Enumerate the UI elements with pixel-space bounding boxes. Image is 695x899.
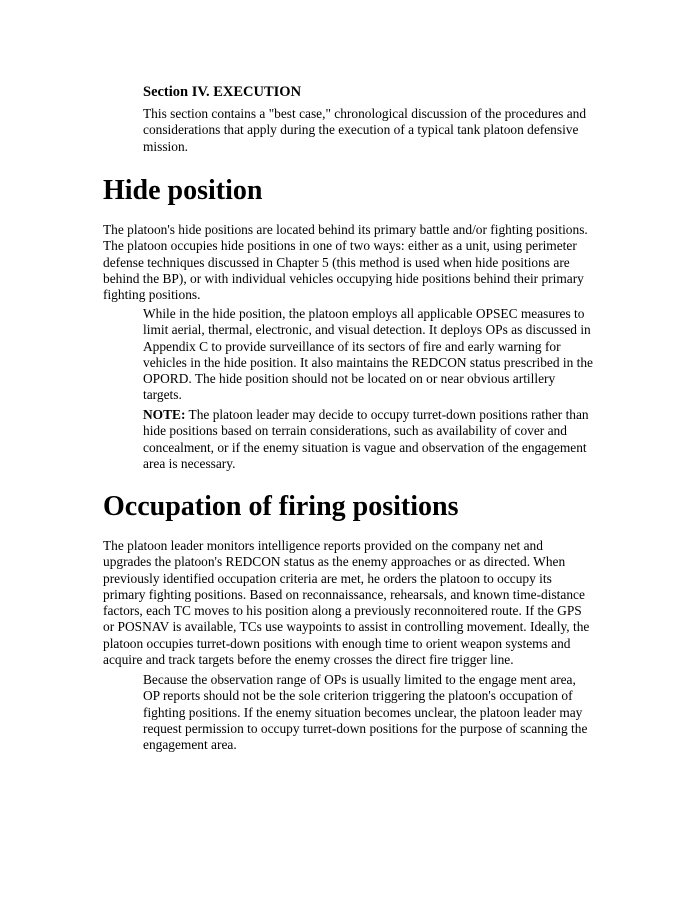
section-intro-paragraph: This section contains a "best case," chronological discussion of the procedures and considerations that apply during the execution of a typical tank platoon defensive mission. — [143, 106, 587, 154]
note-label: NOTE: — [143, 407, 186, 422]
hide-position-note — [143, 407, 593, 472]
hide-position-paragraph-2: While in the hide position, the platoon employs all applicable OPSEC measures to limit aerial, thermal, electronic, and visual detection. It deploys OPs as discussed in Appendix C to provide surveillance of its sectors of fire and early warning for vehicles in the hide position. It also maintains the REDCON status prescribed in the OPORD. The hide position should not be located on or near obvious artillery targets. — [143, 306, 593, 403]
occupation-paragraph-1: The platoon leader monitors intelligence reports provided on the company net and upgrades the platoon's REDCON status as the enemy approaches or as directed. When previously identified occupation criteria are met, he orders the platoon to occupy its primary fighting positions. Based on reconnaissance, rehearsals, and known time-distance factors, each TC moves to his position along a previously reconnoitered route. If the GPS or POSNAV is available, TCs use waypoints to assist in controlling movement. Ideally, the platoon occupies turret-down positions with enough time to orient weapon systems and acquire and track targets before the enemy crosses the direct fire trigger line. — [103, 538, 590, 668]
occupation-heading: Occupation of firing positions — [103, 491, 459, 522]
hide-position-paragraph-1: The platoon's hide positions are located behind its primary battle and/or fighting positions. The platoon occupies hide positions in one of two ways: either as a unit, using perimeter defense techniques discussed in Chapter 5 (this method is used when hide positions are behind the BP), or with individual vehicles occupying hide positions behind their primary fighting positions. — [103, 222, 588, 303]
occupation-paragraph-2: Because the observation range of OPs is usually limited to the engage ment area, OP reports should not be the sole criterion triggering the platoon's occupation of fighting positions. If the enemy situation becomes unclear, the platoon leader may request permission to occupy turret-down positions for the purpose of scanning the engagement area. — [143, 672, 588, 753]
section-heading: Section IV. EXECUTION — [143, 84, 302, 100]
note-text: The platoon leader may decide to occupy turret-down positions rather than hide positions based on terrain considerations, such as availability of cover and concealment, or if the enemy situation is vague and observation of the engagement area is necessary. — [143, 407, 589, 471]
hide-position-heading: Hide position — [103, 175, 263, 206]
